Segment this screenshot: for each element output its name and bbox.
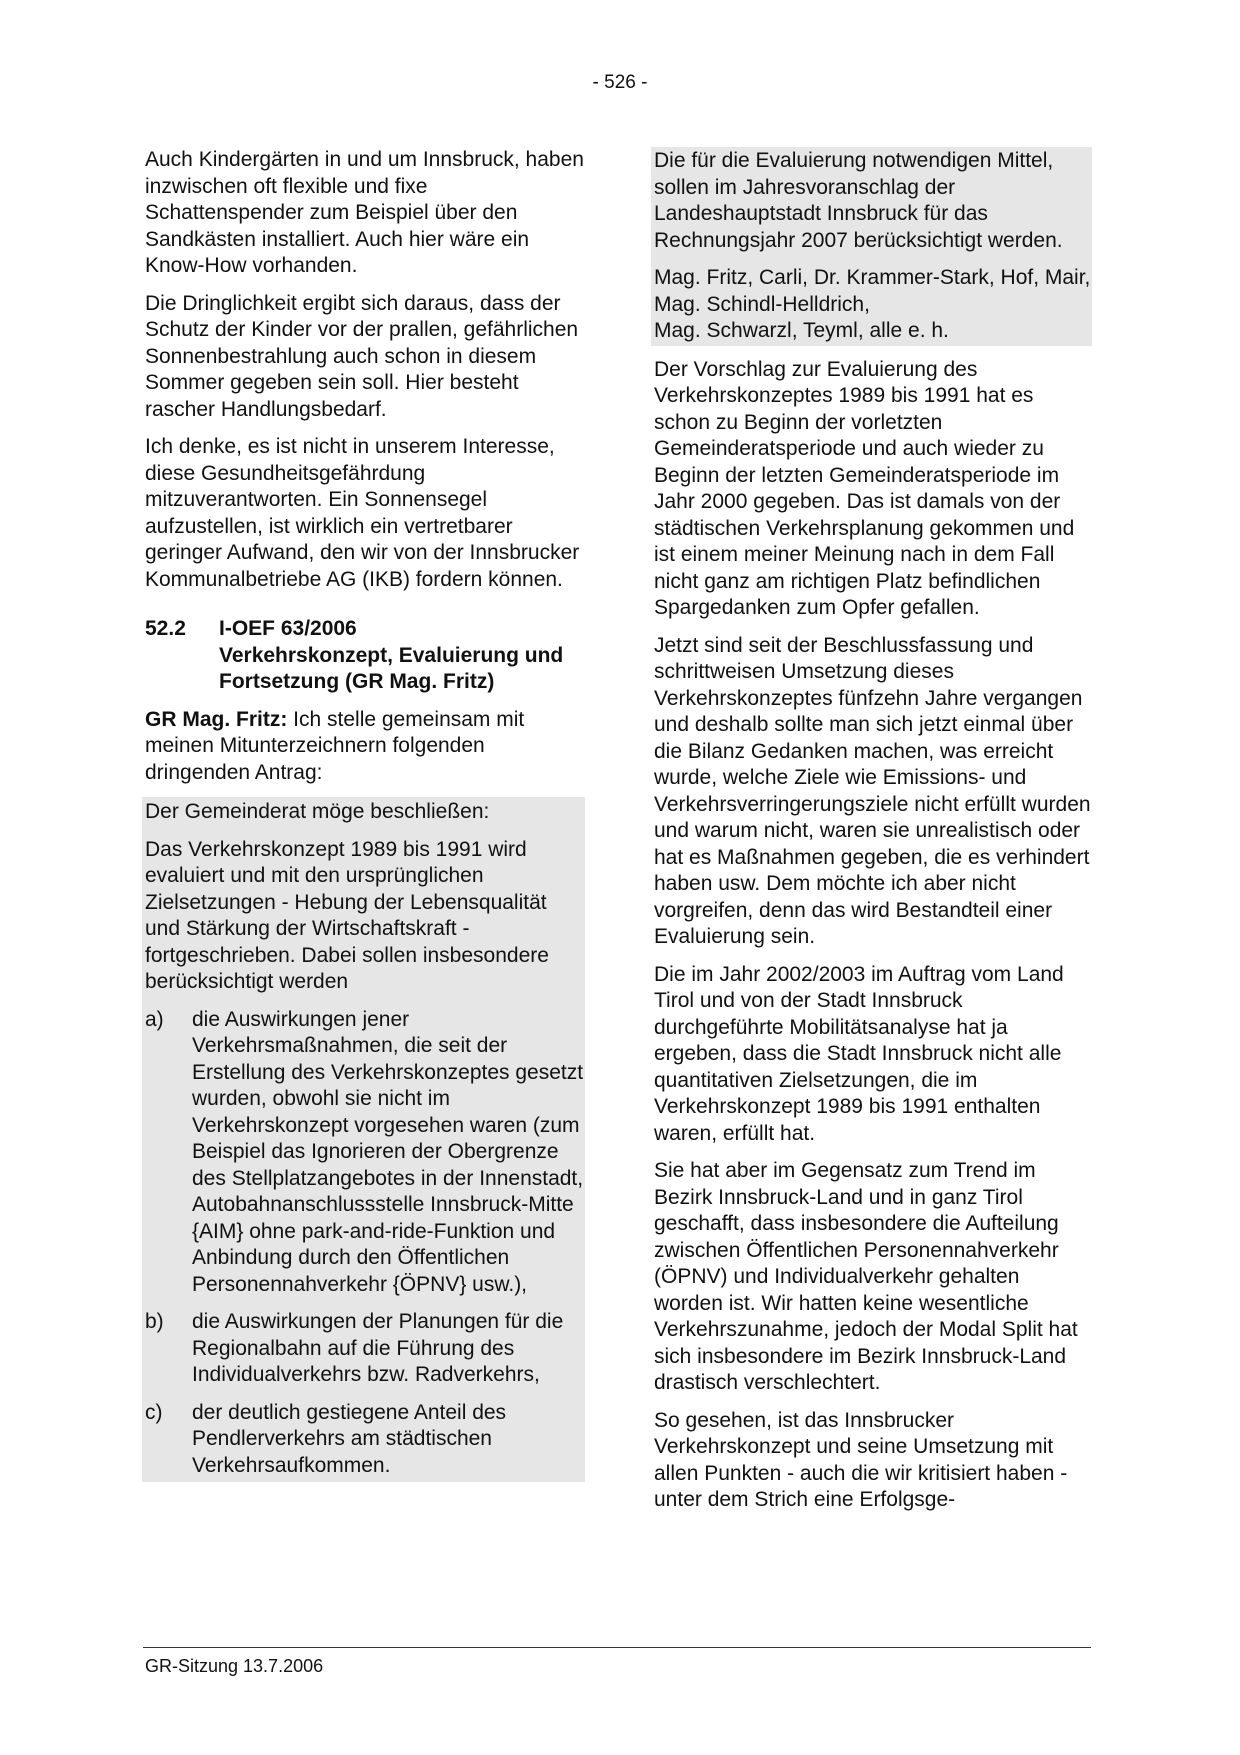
list-text: die Auswirkungen der Planungen für die Regionalbahn auf die Führung des Individualverkehrs bzw. Radverkehrs, [192, 1310, 564, 1386]
motion-body: Das Verkehrskonzept 1989 bis 1991 wird evaluiert und mit den ursprünglichen Zielsetzungen - Hebung der Lebensqualität und Stärkung der Wirtschaftskraft - fortgeschrieben. Dabei sollen insbesondere berücksichtigt werden [145, 837, 549, 993]
speaker-paragraph [145, 707, 585, 787]
signers-line: Mag. Schwarzl, Teyml, alle e. h. [654, 319, 949, 342]
agenda-item-heading [145, 616, 585, 696]
paragraph: Die im Jahr 2002/2003 im Auftrag vom Land Tirol und von der Stadt Innsbruck durchgeführte Mobilitätsanalyse hat ja ergeben, dass die Stadt Innsbruck nicht alle quantitativen Zielsetzungen, die im Verkehrskonzept 1989 bis 1991 enthalten waren, erfüllt hat. [654, 962, 1064, 1145]
list-item [145, 1309, 585, 1389]
agenda-item-subject: Verkehrskonzept, Evaluierung und Fortsetzung (GR Mag. Fritz) [219, 643, 564, 693]
left-column [145, 147, 585, 1482]
list-text: der deutlich gestiegene Anteil des Pendlerverkehrs am städtischen Verkehrsaufkommen. [192, 1400, 507, 1477]
paragraph: Auch Kindergärten in und um Innsbruck, haben inzwischen oft flexible und fixe Schattenspender zum Beispiel über den Sandkästen installiert. Auch hier wäre ein Know-How vorhanden. [145, 148, 584, 277]
agenda-item-number: 52.2 [145, 617, 186, 640]
signers-line: Mag. Fritz, Carli, Dr. Krammer-Stark, Hof, Mair, Mag. Schindl-Helldrich, [654, 266, 1091, 316]
list-marker: a) [145, 1007, 164, 1031]
agenda-item-id: I-OEF 63/2006 [219, 617, 357, 640]
motion-box [142, 797, 585, 1482]
list-marker: b) [145, 1310, 164, 1333]
page-number: - 526 - [592, 72, 648, 93]
speaker-name: GR Mag. Fritz: [145, 707, 288, 731]
paragraph: Die Dringlichkeit ergibt sich daraus, dass der Schutz der Kinder vor der prallen, gefährlichen Sonnenbestrahlung auch schon in diesem Sommer gegeben sein soll. Hier besteht rascher Handlungsbedarf. [145, 291, 579, 421]
list-text: die Auswirkungen jener Verkehrsmaßnahmen, die seit der Erstellung des Verkehrskonzeptes gesetzt wurden, obwohl sie nicht im Verkehrskonzept vorgesehen waren (zum Beispiel das Ignorieren der Obergrenze des Stellplatzangebotes in der Innenstadt, Autobahnanschlussstelle Innsbruck-Mitte {AIM} ohne park-and-ride-Funktion und Anbindung durch den Öffentlichen Personennahverkehr {ÖPNV} usw.), [192, 1007, 584, 1296]
paragraph: So gesehen, ist das Innsbrucker Verkehrskonzept und seine Umsetzung mit allen Punkten - auch die wir kritisiert haben - unter dem Strich eine Erfolgsge- [654, 1408, 1068, 1511]
footer-session-date: GR-Sitzung 13.7.2006 [145, 1656, 324, 1676]
paragraph: Jetzt sind seit der Beschlussfassung und schrittweisen Umsetzung dieses Verkehrskonzeptes fünfzehn Jahre vergangen und deshalb sollte man sich jetzt einmal über die Bilanz Gedanken machen, was erreicht wurde, welche Ziele wie Emissions- und Verkehrsverringerungsziele nicht erfüllt wurden und warum nicht, waren sie unrealistisch oder hat es Maßnahmen gegeben, die es verhindert haben usw. Dem möchte ich aber nicht vorgreifen, denn das wird Bestandteil einer Evaluierung sein. [654, 633, 1091, 948]
footer-divider [143, 1647, 1091, 1648]
list-item [145, 1400, 585, 1480]
motion-intro: Der Gemeinderat möge beschließen: [145, 800, 490, 823]
motion-funding: Die für die Evaluierung notwendigen Mittel, sollen im Jahresvoranschlag der Landeshauptstadt Innsbruck für das Rechnungsjahr 2007 berücksichtigt werden. [654, 149, 1063, 252]
list-marker: c) [145, 1400, 163, 1424]
paragraph: Der Vorschlag zur Evaluierung des Verkehrskonzeptes 1989 bis 1991 hat es schon zu Beginn der vorletzten Gemeinderatsperiode und auch wieder zu Beginn der letzten Gemeinderatsperiode im Jahr 2000 gegeben. Das ist damals von der städtischen Verkehrsplanung gekommen und ist einem meiner Meinung nach in dem Fall nicht ganz am richtigen Platz befindlichen Spargedanken zum Opfer gefallen. [654, 357, 1075, 619]
right-column [654, 147, 1094, 1525]
list-item [145, 1007, 585, 1299]
speaker-statement: Ich stelle gemeinsam mit meinen Mitunterzeichnern folgenden dringenden Antrag: [145, 707, 525, 784]
motion-signers [654, 265, 1092, 345]
agenda-item-title [219, 616, 585, 696]
paragraph: Sie hat aber im Gegensatz zum Trend im Bezirk Innsbruck-Land und in ganz Tirol geschafft, dass insbesondere die Aufteilung zwischen Öffentlichen Personennahverkehr (ÖPNV) und Individualverkehr gehalten worden ist. Wir hatten keine wesentliche Verkehrszunahme, jedoch der Modal Split hat sich insbesondere im Bezirk Innsbruck-Land drastisch verschlechtert. [654, 1159, 1078, 1394]
motion-box-continued [651, 147, 1092, 346]
paragraph: Ich denke, es ist nicht in unserem Interesse, diese Gesundheitsgefährdung mitzuverantworten. Ein Sonnensegel aufzustellen, ist wirklich ein vertretbarer geringer Aufwand, den wir von der Innsbrucker Kommunalbetriebe AG (IKB) fordern können. [145, 435, 580, 591]
